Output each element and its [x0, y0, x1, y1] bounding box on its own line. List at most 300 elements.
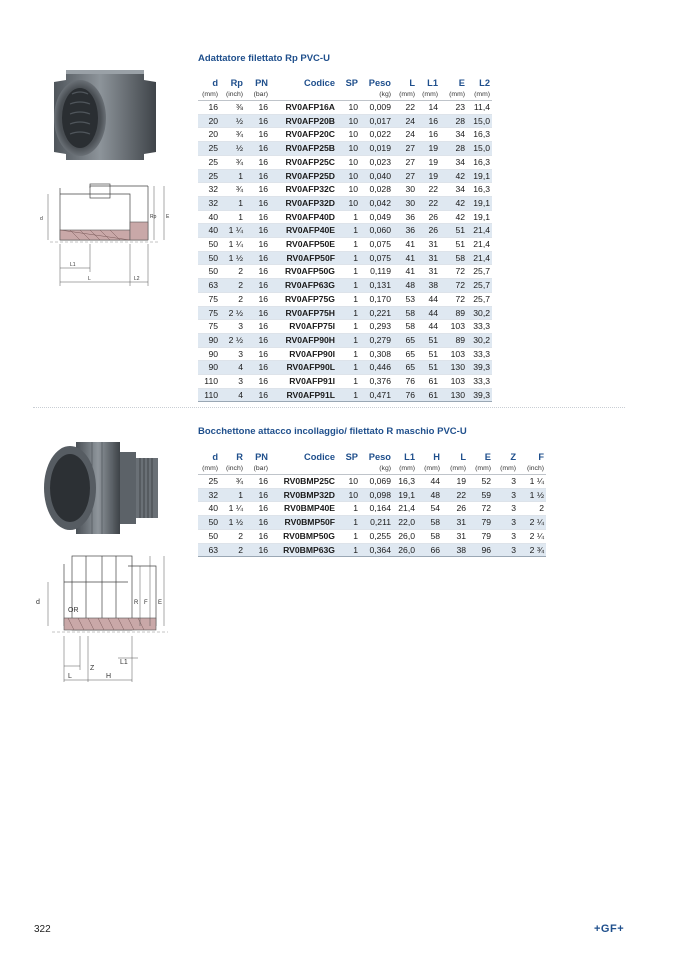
- gf-logo: +GF+: [594, 923, 625, 935]
- table-row: [198, 224, 492, 238]
- table-cell: 51: [417, 333, 440, 347]
- table-cell: 10: [337, 183, 360, 197]
- table-cell: 40: [198, 224, 220, 238]
- table-row: [198, 488, 546, 502]
- table-cell: 63: [198, 543, 220, 557]
- product-code-cell: RV0AFP50F: [270, 251, 337, 265]
- table-cell: 75: [198, 320, 220, 334]
- table-cell: 25: [198, 142, 220, 156]
- table-cell: 16: [245, 265, 270, 279]
- table-row: [198, 183, 492, 197]
- dim-rp-label: Rp: [150, 214, 157, 220]
- unit-cell: (inch): [220, 463, 245, 475]
- table-cell: 32: [198, 196, 220, 210]
- table-cell: 16,3: [393, 475, 417, 489]
- table-cell: 0,211: [360, 516, 393, 530]
- table-cell: 90: [198, 347, 220, 361]
- col-header: Peso: [368, 452, 391, 462]
- table-cell: 1: [337, 502, 360, 516]
- dim-l2-label: L2: [134, 276, 140, 282]
- section1-title: Adattatore filettato Rp PVC-U: [198, 53, 330, 64]
- table-cell: 16: [245, 347, 270, 361]
- table-cell: 21,4: [467, 238, 492, 252]
- product-code-cell: RV0AFP91I: [270, 375, 337, 389]
- table-cell: 0,040: [360, 169, 393, 183]
- col-header: Codice: [304, 78, 335, 88]
- table-row: [198, 101, 492, 115]
- table-row: [198, 169, 492, 183]
- unit-cell: (bar): [245, 89, 270, 101]
- table-row: [198, 292, 492, 306]
- table-cell: 110: [198, 375, 220, 389]
- product-code-cell: RV0AFP40D: [270, 210, 337, 224]
- table-cell: 0,069: [360, 475, 393, 489]
- table-cell: 61: [417, 375, 440, 389]
- table-cell: 61: [417, 388, 440, 402]
- product-code-cell: RV0BMP50G: [270, 529, 337, 543]
- table-cell: 25,7: [467, 279, 492, 293]
- unit-cell: (bar): [245, 463, 270, 475]
- table-cell: ⅜: [220, 101, 245, 115]
- table-cell: 58: [417, 529, 442, 543]
- table-cell: 16: [245, 114, 270, 128]
- table-cell: 0,170: [360, 292, 393, 306]
- table-cell: 1: [337, 320, 360, 334]
- table-cell: 1: [220, 169, 245, 183]
- table-cell: 16: [245, 306, 270, 320]
- table-cell: 44: [417, 306, 440, 320]
- table-cell: 1: [337, 224, 360, 238]
- table-cell: 16: [245, 238, 270, 252]
- table-cell: 26: [417, 210, 440, 224]
- col-header: Rp: [230, 78, 243, 88]
- table-cell: 51: [417, 361, 440, 375]
- dim-l-label: L: [88, 276, 91, 282]
- table-cell: 16: [245, 155, 270, 169]
- table-cell: 34: [440, 183, 467, 197]
- table-cell: 23: [440, 101, 467, 115]
- table-row: [198, 210, 492, 224]
- table-cell: 72: [440, 279, 467, 293]
- dim-r-label: R: [134, 600, 139, 606]
- table-cell: 1 ½: [220, 251, 245, 265]
- unit-cell: (inch): [220, 89, 245, 101]
- table-cell: 59: [468, 488, 493, 502]
- table-cell: 16: [245, 320, 270, 334]
- table-cell: 1: [220, 196, 245, 210]
- product-code-cell: RV0AFP32C: [270, 183, 337, 197]
- product-code-cell: RV0BMP50F: [270, 516, 337, 530]
- table-cell: 33,3: [467, 320, 492, 334]
- table-cell: 50: [198, 265, 220, 279]
- table-cell: 19: [417, 169, 440, 183]
- table-cell: 39,3: [467, 361, 492, 375]
- table-cell: 19: [442, 475, 468, 489]
- table-cell: 42: [440, 210, 467, 224]
- table-cell: 2: [518, 502, 546, 516]
- table-cell: 0,446: [360, 361, 393, 375]
- table-row: [198, 388, 492, 402]
- table-cell: 0,376: [360, 375, 393, 389]
- union-photo: [36, 434, 176, 542]
- table-cell: 16: [245, 488, 270, 502]
- table-cell: 21,4: [467, 224, 492, 238]
- table-cell: 1: [337, 251, 360, 265]
- table-cell: 3: [493, 502, 518, 516]
- table-cell: 0,049: [360, 210, 393, 224]
- table-cell: 41: [393, 265, 417, 279]
- table-cell: 3: [220, 347, 245, 361]
- table-cell: 0,009: [360, 101, 393, 115]
- unit-cell: (mm): [198, 463, 220, 475]
- table-row: [198, 333, 492, 347]
- table-cell: 25: [198, 475, 220, 489]
- table-cell: 1: [337, 306, 360, 320]
- table-cell: 0,279: [360, 333, 393, 347]
- col-header: d: [212, 78, 218, 88]
- table-cell: 1: [337, 238, 360, 252]
- table-cell: 22: [393, 101, 417, 115]
- table-row: [198, 502, 546, 516]
- table-cell: 66: [417, 543, 442, 557]
- adapter-spec-table: [198, 77, 492, 402]
- table-cell: 58: [440, 251, 467, 265]
- col-header: E: [484, 452, 491, 462]
- table-cell: 75: [198, 306, 220, 320]
- table-cell: 22: [442, 488, 468, 502]
- table-cell: 16: [245, 210, 270, 224]
- table-cell: 16: [198, 101, 220, 115]
- table-cell: 44: [417, 475, 442, 489]
- product-code-cell: RV0AFP20B: [270, 114, 337, 128]
- table-cell: 40: [198, 210, 220, 224]
- table-cell: 65: [393, 361, 417, 375]
- table-cell: 1 ½: [518, 488, 546, 502]
- table-cell: 30,2: [467, 333, 492, 347]
- table-cell: 16: [245, 333, 270, 347]
- table-cell: 1: [337, 388, 360, 402]
- col-header: PN: [255, 78, 268, 88]
- table-cell: 53: [393, 292, 417, 306]
- table-cell: 25: [198, 155, 220, 169]
- dim-l1-label: L1: [120, 659, 128, 666]
- table-cell: 2: [220, 292, 245, 306]
- unit-cell: [270, 463, 337, 475]
- product-code-cell: RV0AFP75H: [270, 306, 337, 320]
- table-cell: 10: [337, 155, 360, 169]
- table-cell: 0,060: [360, 224, 393, 238]
- table-cell: 130: [440, 361, 467, 375]
- dim-l-label: L: [68, 673, 72, 680]
- table-cell: 21,4: [393, 502, 417, 516]
- unit-cell: (mm): [468, 463, 493, 475]
- table-cell: 31: [442, 529, 468, 543]
- table-cell: 72: [440, 292, 467, 306]
- col-header: L: [409, 78, 415, 88]
- table-cell: 36: [393, 210, 417, 224]
- table-cell: 41: [393, 251, 417, 265]
- section2-title: Bocchettone attacco incollaggio/ filettato R maschio PVC-U: [198, 426, 467, 437]
- table-row: [198, 196, 492, 210]
- table-header-row: [198, 451, 546, 463]
- table-cell: 19: [417, 142, 440, 156]
- table-cell: 25,7: [467, 292, 492, 306]
- product-code-cell: RV0AFP16A: [270, 101, 337, 115]
- table-cell: 1: [337, 543, 360, 557]
- adapter-photo: [44, 60, 172, 168]
- table-cell: 0,028: [360, 183, 393, 197]
- table-cell: 22,0: [393, 516, 417, 530]
- table-cell: 0,017: [360, 114, 393, 128]
- unit-cell: (mm): [198, 89, 220, 101]
- table-cell: 52: [468, 475, 493, 489]
- col-header: Peso: [368, 78, 391, 88]
- table-row: [198, 516, 546, 530]
- table-cell: 0,221: [360, 306, 393, 320]
- table-cell: 0,471: [360, 388, 393, 402]
- unit-cell: (mm): [440, 89, 467, 101]
- table-cell: 20: [198, 114, 220, 128]
- table-cell: 79: [468, 516, 493, 530]
- table-cell: 3: [493, 543, 518, 557]
- table-cell: 28: [440, 114, 467, 128]
- table-cell: 24: [393, 114, 417, 128]
- table-cell: 1: [337, 333, 360, 347]
- table-cell: 2: [220, 265, 245, 279]
- table-cell: 1 ¼: [220, 224, 245, 238]
- table-cell: 10: [337, 128, 360, 142]
- col-header: PN: [255, 452, 268, 462]
- table-cell: 50: [198, 529, 220, 543]
- product-code-cell: RV0AFP50G: [270, 265, 337, 279]
- table-cell: 48: [393, 279, 417, 293]
- table-cell: 10: [337, 114, 360, 128]
- table-cell: 3: [493, 529, 518, 543]
- table-cell: 16: [245, 142, 270, 156]
- table-cell: 16: [245, 292, 270, 306]
- table-cell: 16: [245, 224, 270, 238]
- table-cell: 14: [417, 101, 440, 115]
- table-cell: 1: [337, 347, 360, 361]
- table-cell: 42: [440, 196, 467, 210]
- col-header: SP: [345, 452, 358, 462]
- table-cell: 2: [220, 529, 245, 543]
- table-cell: 0,075: [360, 238, 393, 252]
- col-header: Codice: [304, 452, 335, 462]
- table-cell: 10: [337, 475, 360, 489]
- table-cell: 50: [198, 238, 220, 252]
- table-cell: 30,2: [467, 306, 492, 320]
- table-cell: 1 ¼: [220, 502, 245, 516]
- table-cell: 103: [440, 347, 467, 361]
- union-spec-table: [198, 451, 546, 557]
- table-cell: 16: [245, 183, 270, 197]
- table-cell: 58: [393, 320, 417, 334]
- col-header: L2: [479, 78, 490, 88]
- product-code-cell: RV0AFP20C: [270, 128, 337, 142]
- table-cell: 1 ¼: [220, 238, 245, 252]
- table-cell: 16: [417, 114, 440, 128]
- table-cell: 19,1: [467, 196, 492, 210]
- table-cell: 4: [220, 388, 245, 402]
- table-cell: 58: [393, 306, 417, 320]
- table-cell: ¾: [220, 183, 245, 197]
- table-cell: 21,4: [467, 251, 492, 265]
- col-header: L: [460, 452, 466, 462]
- table-cell: 25: [198, 169, 220, 183]
- table-cell: 90: [198, 333, 220, 347]
- table-header-row: [198, 77, 492, 89]
- table-cell: 31: [442, 516, 468, 530]
- table-cell: ¾: [220, 128, 245, 142]
- product-code-cell: RV0BMP63G: [270, 543, 337, 557]
- table-cell: 0,164: [360, 502, 393, 516]
- table-cell: 32: [198, 488, 220, 502]
- table-row: [198, 361, 492, 375]
- table-cell: 2 ¼: [518, 516, 546, 530]
- dim-e-label: E: [158, 600, 163, 606]
- product-code-cell: RV0BMP32D: [270, 488, 337, 502]
- table-row: [198, 320, 492, 334]
- table-cell: 16: [245, 251, 270, 265]
- table-cell: 63: [198, 279, 220, 293]
- table-cell: 89: [440, 333, 467, 347]
- table-row: [198, 251, 492, 265]
- table-cell: 16: [245, 543, 270, 557]
- table-cell: 0,019: [360, 142, 393, 156]
- table-row: [198, 279, 492, 293]
- table-cell: 30: [393, 196, 417, 210]
- table-cell: 38: [417, 279, 440, 293]
- table-cell: 90: [198, 361, 220, 375]
- table-cell: 26,0: [393, 543, 417, 557]
- table-cell: 16,3: [467, 183, 492, 197]
- table-cell: 11,4: [467, 101, 492, 115]
- table-cell: 79: [468, 529, 493, 543]
- dim-d-label: d: [40, 216, 43, 222]
- table-cell: 4: [220, 361, 245, 375]
- table-row: [198, 142, 492, 156]
- unit-cell: (mm): [393, 463, 417, 475]
- table-cell: 51: [440, 238, 467, 252]
- unit-cell: (mm): [393, 89, 417, 101]
- product-code-cell: RV0AFP75G: [270, 292, 337, 306]
- table-cell: 26: [417, 224, 440, 238]
- dim-h-label: H: [106, 673, 112, 680]
- table-cell: 34: [440, 155, 467, 169]
- table-cell: 27: [393, 155, 417, 169]
- table-cell: 16: [245, 196, 270, 210]
- table-cell: 16: [245, 101, 270, 115]
- col-header: Z: [510, 452, 516, 462]
- table-cell: 26,0: [393, 529, 417, 543]
- table-cell: 1: [337, 516, 360, 530]
- table-cell: 16: [245, 128, 270, 142]
- table-cell: 33,3: [467, 347, 492, 361]
- product-code-cell: RV0AFP25C: [270, 155, 337, 169]
- table-cell: 0,098: [360, 488, 393, 502]
- table-cell: 1: [337, 292, 360, 306]
- table-cell: 16: [245, 388, 270, 402]
- table-cell: 0,042: [360, 196, 393, 210]
- table-cell: ½: [220, 114, 245, 128]
- table-cell: 16: [417, 128, 440, 142]
- unit-cell: (mm): [493, 463, 518, 475]
- table-cell: 16: [245, 529, 270, 543]
- table-row: [198, 238, 492, 252]
- union-drawing: [28, 552, 178, 688]
- table-cell: 2: [220, 279, 245, 293]
- table-cell: 22: [417, 196, 440, 210]
- product-code-cell: RV0AFP91L: [270, 388, 337, 402]
- section-divider: [33, 407, 625, 408]
- col-header: SP: [345, 78, 358, 88]
- table-cell: 41: [393, 238, 417, 252]
- unit-cell: [337, 463, 360, 475]
- table-cell: 42: [440, 169, 467, 183]
- table-cell: 96: [468, 543, 493, 557]
- table-cell: 1: [337, 210, 360, 224]
- dim-f-label: F: [144, 600, 148, 606]
- table-cell: 31: [417, 251, 440, 265]
- table-cell: 19,1: [467, 169, 492, 183]
- table-cell: 38: [442, 543, 468, 557]
- table-cell: ½: [220, 142, 245, 156]
- table-cell: 19: [417, 155, 440, 169]
- table-cell: 110: [198, 388, 220, 402]
- table-cell: 1: [337, 279, 360, 293]
- table-cell: 27: [393, 142, 417, 156]
- table-cell: 0,023: [360, 155, 393, 169]
- table-cell: 10: [337, 169, 360, 183]
- table-cell: 58: [417, 516, 442, 530]
- table-cell: 3: [220, 320, 245, 334]
- table-cell: 1: [337, 375, 360, 389]
- table-cell: 2 ¾: [518, 543, 546, 557]
- table-cell: 1: [220, 210, 245, 224]
- table-cell: 76: [393, 375, 417, 389]
- unit-cell: (kg): [360, 463, 393, 475]
- table-cell: 40: [198, 502, 220, 516]
- table-cell: 51: [440, 224, 467, 238]
- adapter-drawing: [30, 178, 178, 298]
- table-cell: 36: [393, 224, 417, 238]
- table-row: [198, 306, 492, 320]
- table-cell: 103: [440, 320, 467, 334]
- table-row: [198, 155, 492, 169]
- table-cell: 44: [417, 292, 440, 306]
- table-cell: 30: [393, 183, 417, 197]
- table-cell: 1: [220, 488, 245, 502]
- table-cell: 10: [337, 101, 360, 115]
- table-cell: 1: [337, 265, 360, 279]
- table-cell: 26: [442, 502, 468, 516]
- table-cell: 24: [393, 128, 417, 142]
- table-cell: 0,293: [360, 320, 393, 334]
- table-cell: 10: [337, 488, 360, 502]
- table-cell: 27: [393, 169, 417, 183]
- dim-or-label: OR: [68, 607, 79, 614]
- table-cell: 89: [440, 306, 467, 320]
- table-cell: 65: [393, 333, 417, 347]
- table-cell: 0,308: [360, 347, 393, 361]
- table-cell: 72: [440, 265, 467, 279]
- table-cell: 34: [440, 128, 467, 142]
- product-code-cell: RV0BMP40E: [270, 502, 337, 516]
- product-code-cell: RV0AFP40E: [270, 224, 337, 238]
- table-row: [198, 475, 546, 489]
- unit-cell: [270, 89, 337, 101]
